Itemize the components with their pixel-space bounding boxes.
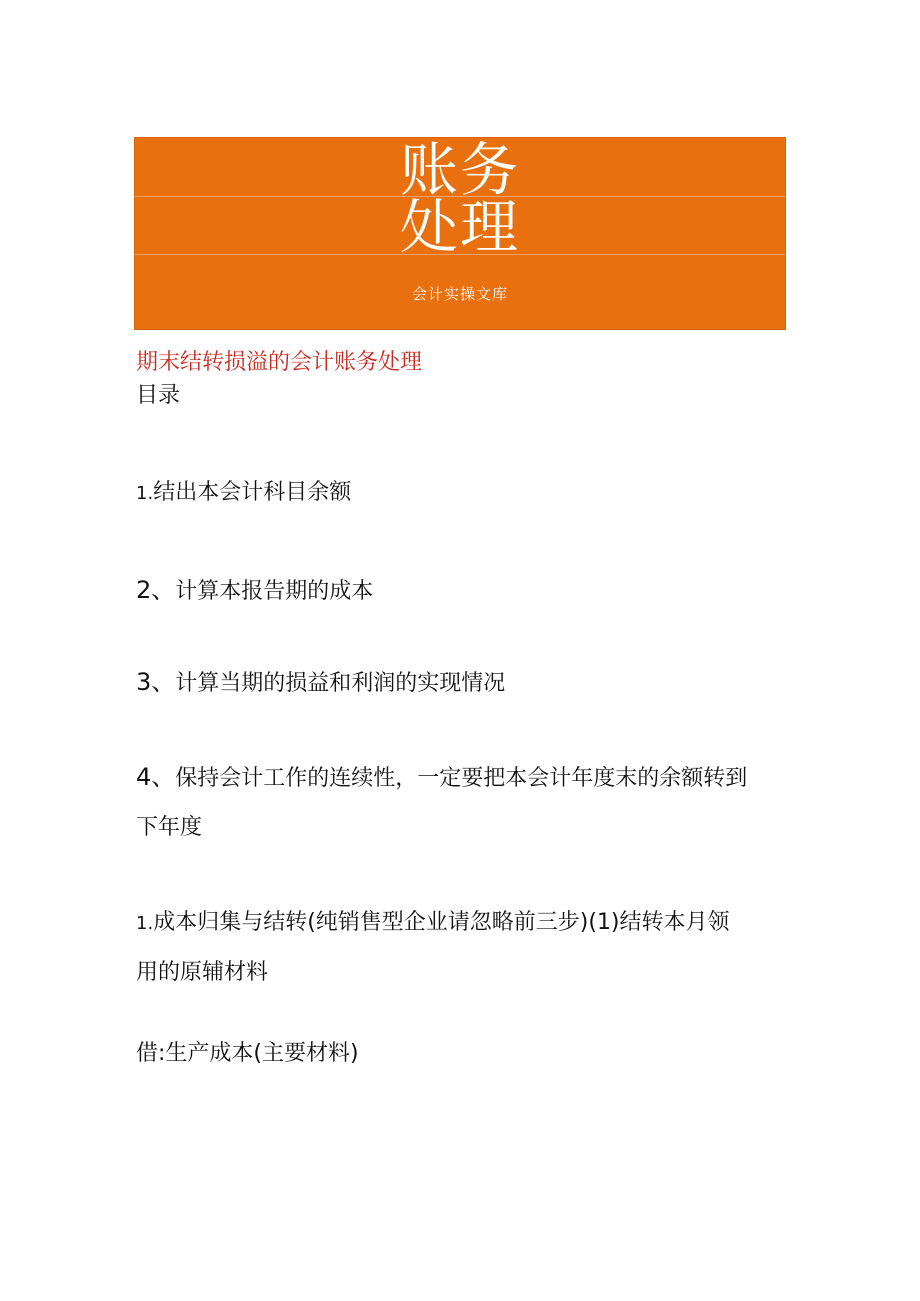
paragraph-cost-collection-continuation: 用的原辅材料 [136, 960, 269, 985]
toc-item-number: 4、 [136, 763, 176, 791]
toc-item-4-continuation: 下年度 [136, 815, 203, 840]
toc-item-2 [136, 575, 796, 607]
toc-item-text: 保持会计工作的连续性，一定要把本会计年度末的余额转到 [175, 766, 748, 791]
paragraph-text: 成本归集与结转(纯销售型企业请忽略前三步)(1)结转本月领 [153, 910, 730, 935]
toc-item-text: 计算当期的损益和利润的实现情况 [175, 671, 506, 696]
toc-item-number: 3、 [136, 668, 176, 696]
paragraph-number: 1. [136, 913, 154, 934]
toc-item-3 [136, 667, 796, 699]
document-title: 期末结转损溢的会计账务处理 [136, 350, 423, 375]
toc-item-1 [136, 478, 796, 509]
banner-subtitle: 会计实操文库 [411, 285, 508, 303]
toc-item-number: 2、 [136, 576, 176, 604]
banner-title-line-2: 处理 [399, 193, 520, 261]
paragraph-debit-entry: 借:生产成本(主要材料) [136, 1041, 359, 1066]
paragraph-cost-collection [136, 908, 796, 939]
cover-banner [134, 137, 786, 330]
toc-item-4 [136, 762, 796, 794]
banner-title-line-1: 账务 [399, 136, 520, 204]
toc-item-text: 结出本会计科目余额 [153, 480, 352, 505]
toc-item-number: 1. [136, 483, 154, 504]
toc-item-text: 计算本报告期的成本 [175, 579, 374, 604]
toc-heading: 目录 [136, 383, 181, 408]
